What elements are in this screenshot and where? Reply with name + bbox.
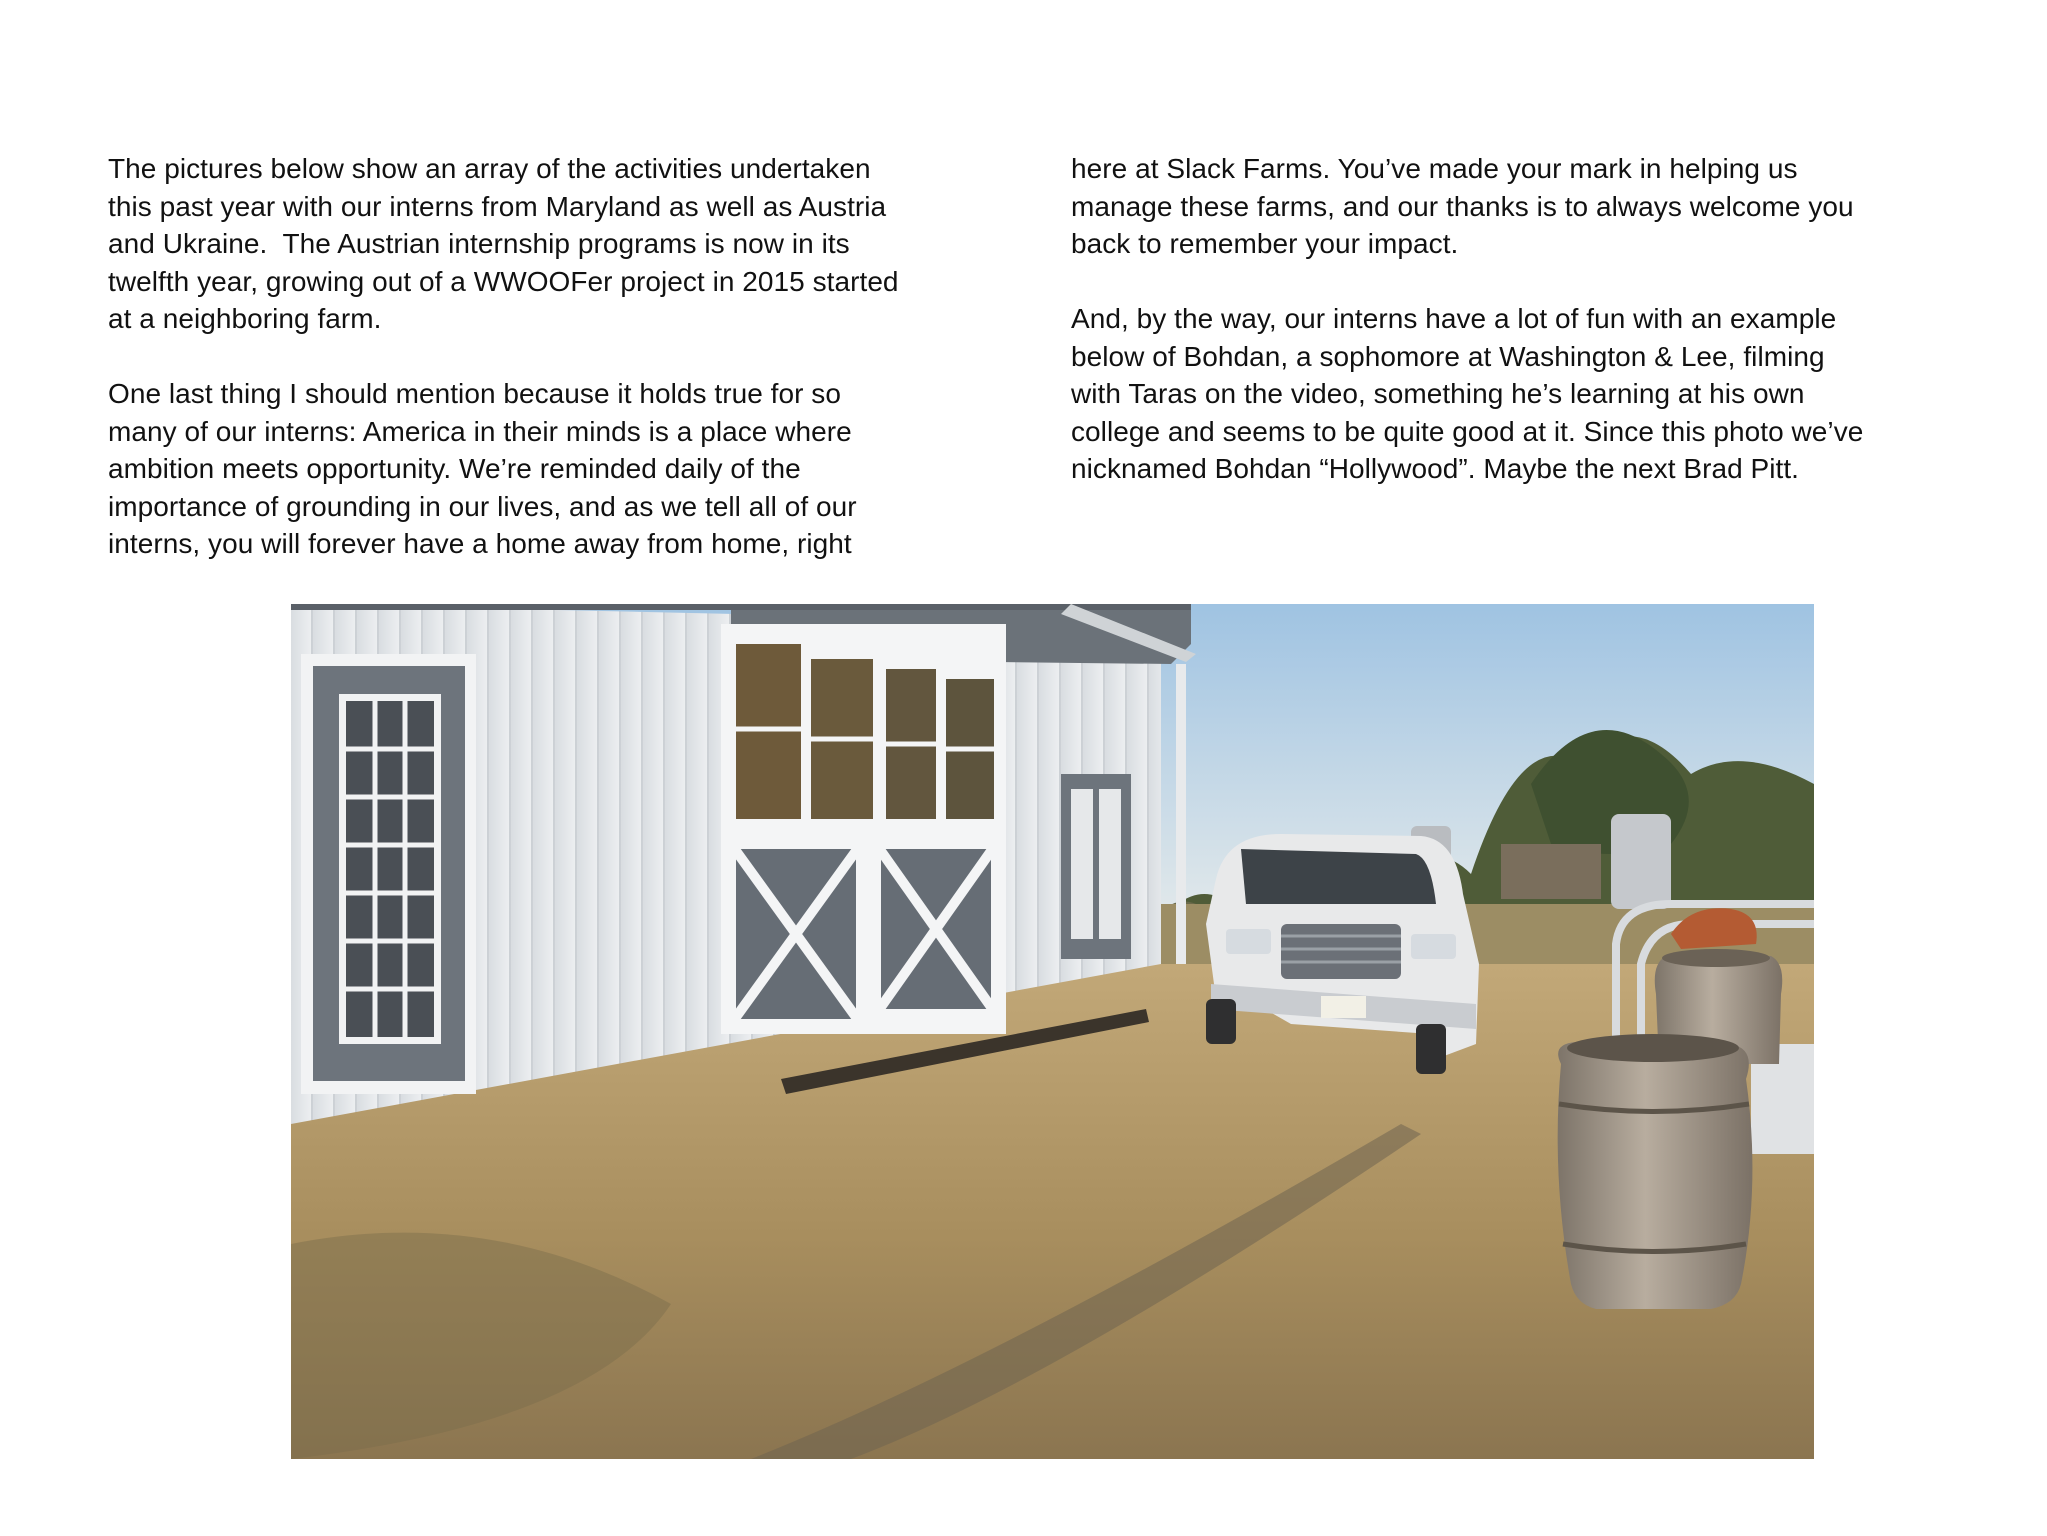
text-line: The pictures below show an array of the activities undertaken xyxy=(108,153,871,184)
paragraph-bohdan-hollywood xyxy=(1071,300,1971,488)
text-line: twelfth year, growing out of a WWOOFer project in 2015 started xyxy=(108,265,899,297)
text-column-left xyxy=(108,150,988,600)
text-line: back to remember your impact. xyxy=(1071,228,1459,259)
paragraph-internship-intro xyxy=(108,150,988,338)
wine-barrel-front xyxy=(1558,1034,1753,1309)
text-line: here at Slack Farms. You’ve made your mark in helping us xyxy=(1071,153,1798,184)
text-line: college and seems to be quite good at it. Since this photo we’ve xyxy=(1071,415,1864,447)
text-line: manage these farms, and our thanks is to always welcome you xyxy=(1071,190,1854,222)
text-line: One last thing I should mention because it holds true for so xyxy=(108,378,841,409)
text-line: many of our interns: America in their minds is a place where xyxy=(108,415,852,447)
text-line: ambition meets opportunity. We’re reminded daily of the xyxy=(108,453,801,484)
farm-photo xyxy=(291,604,1814,1459)
text-line: at a neighboring farm. xyxy=(108,303,382,334)
farm-scene-illustration xyxy=(291,604,1814,1459)
text-line: And, by the way, our interns have a lot of fun with an example xyxy=(1071,303,1837,334)
text-line: this past year with our interns from Maryland as well as Austria xyxy=(108,190,887,222)
silo xyxy=(1611,814,1671,909)
text-column-right xyxy=(1071,150,1971,525)
text-line: interns, you will forever have a home away from home, right xyxy=(108,528,852,559)
x-doors xyxy=(731,844,996,1024)
license-plate xyxy=(1321,996,1366,1018)
paragraph-slack-farms xyxy=(1071,150,1971,263)
text-line: with Taras on the video, something he’s learning at his own xyxy=(1071,378,1805,409)
text-line: and Ukraine. The Austrian internship programs is now in its xyxy=(108,228,850,259)
text-line: importance of grounding in our lives, and as we tell all of our xyxy=(108,490,857,522)
text-line: nicknamed Bohdan “Hollywood”. Maybe the next Brad Pitt. xyxy=(1071,453,1800,484)
paragraph-america-opportunity xyxy=(108,375,988,563)
text-line: below of Bohdan, a sophomore at Washington & Lee, filming xyxy=(1071,340,1825,372)
shed xyxy=(1501,844,1601,899)
